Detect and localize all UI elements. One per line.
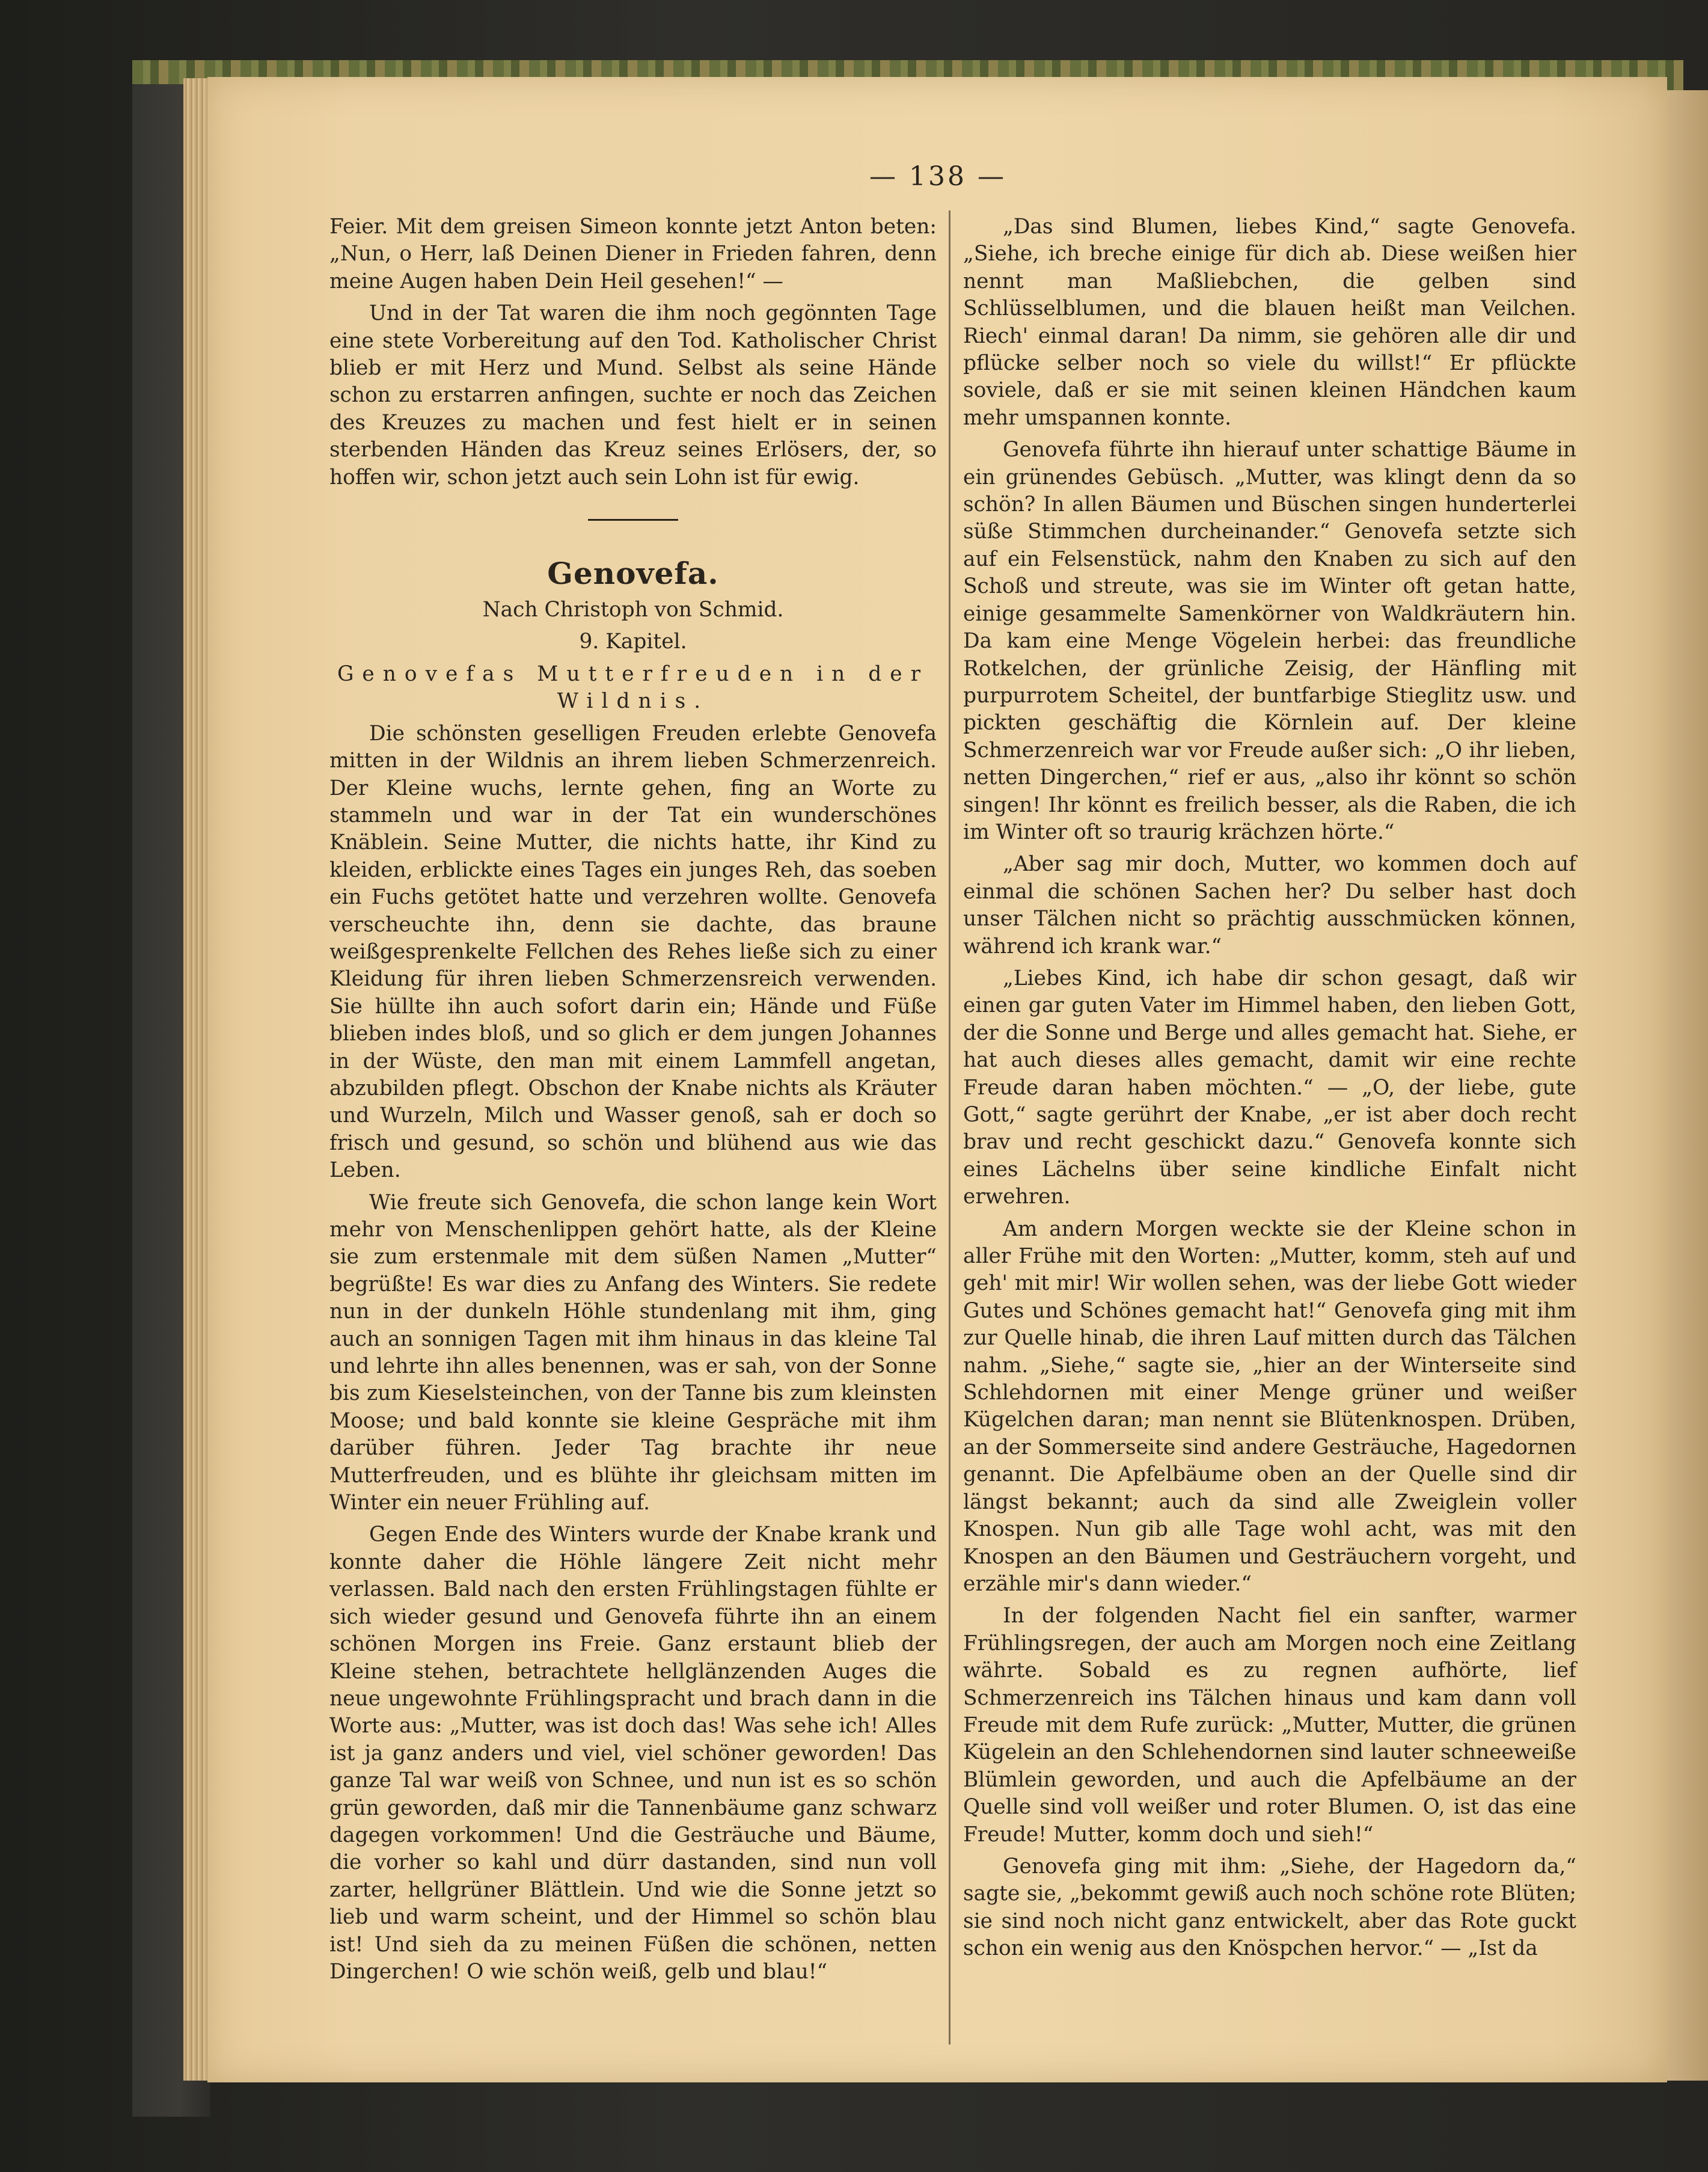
body-paragraph-6: „Aber sag mir doch, Mutter, wo kommen doch auf einmal die schönen Sachen her? Du selber hast doch unser Tälchen nicht so prächtig ausschmücken können, während ich krank war.“: [963, 852, 1576, 959]
right-column: [963, 213, 1576, 1968]
facing-page-edge: [1667, 90, 1708, 2081]
column-divider: [949, 210, 950, 2045]
body-paragraph-2: Wie freute sich Genovefa, die schon lange kein Wort mehr von Menschenlippen gehört hatte, als der Kleine sie zum erstenmale mit dem süßen Namen „Mutter“ begrüßte! Es war dies zu Anfang des Winters. Sie redete nun in der dunkeln Höhle stundenlang mit ihm, ging auch an sonnigen Tagen mit ihm hinaus in das kleine Tal und lehrte ihn alles benennen, was er sah, von der Sonne bis zum Kieselsteinchen, von der Tanne bis zum kleinsten Moose; und bald konnte sie kleine Gespräche mit ihm darüber führen. Jeder Tag brachte ihr neue Mutterfreuden, und es blühte ihr gleichsam mitten im Winter ein neuer Frühling auf.: [329, 1190, 937, 1515]
body-paragraph-7: „Liebes Kind, ich habe dir schon gesagt, daß wir einen gar guten Vater im Himmel haben, den lieben Gott, der die Sonne und Berge und alles gemacht hat. Siehe, er hat auch dieses alles gemacht, damit wir eine rechte Freude daran haben möchten.“ — „O, der liebe, gute Gott,“ sagte gerührt der Knabe, „er ist aber doch recht brav und recht geschickt dazu.“ Genovefa konnte sich eines Lächelns über seine kindliche Einfalt nicht erwehren.: [963, 966, 1576, 1209]
body-paragraph-9: In der folgenden Nacht fiel ein sanfter, warmer Frühlingsregen, der auch am Morgen noch eine Zeitlang währte. Sobald es zu regnen aufhörte, lief Schmerzenreich ins Tälchen hinaus und kam dann voll Freude mit dem Rufe zurück: „Mutter, Mutter, die grünen Kügelein an den Schlehendornen sind lauter schneeweiße Blümlein geworden, und auch die Apfelbäume an der Quelle sind voll weißer und roter Blumen. O, ist das eine Freude! Mutter, komm doch und sieh!“: [963, 1604, 1576, 1847]
chapter-heading: Genovefas Mutterfreuden in der Wildnis.: [337, 661, 929, 714]
story-byline: Nach Christoph von Schmid.: [482, 598, 784, 622]
story-title: Genovefa.: [547, 556, 719, 592]
chapter-number: 9. Kapitel.: [579, 630, 687, 654]
page-number: — 138 —: [869, 161, 1006, 192]
body-paragraph-5: Genovefa führte ihn hierauf unter schattige Bäume in ein grünendes Gebüsch. „Mutter, was klingt denn da so schön? In allen Bäumen und Büschen singen hunderterlei süße Stimmchen durcheinander.“ Genovefa setzte sich auf ein Felsenstück, nahm den Knaben zu sich auf den Schoß und streute, was sie im Winter oft getan hatte, einige gesammelte Samenkörner von Waldkräutern hin. Da kam eine Menge Vögelein herbei: das freundliche Rotkelchen, der grünliche Zeisig, der Hänfling mit purpurrotem Scheitel, der buntfarbige Stieglitz usw. und pickten geschäftig die Körnlein auf. Der kleine Schmerzenreich war vor Freude außer sich: „O ihr lieben, netten Dingerchen,“ rief er aus, „also ihr könnt so schön singen! Ihr könnt es freilich besser, als die Raben, die ich im Winter oft so traurig krächzen hörte.“: [963, 438, 1576, 844]
body-paragraph-8: Am andern Morgen weckte sie der Kleine schon in aller Frühe mit den Worten: „Mutter, komm, steh auf und geh' mit mir! Wir wollen sehen, was der liebe Gott wieder Gutes und Schönes gemacht hat!“ Genovefa ging mit ihm zur Quelle hinab, die ihren Lauf mitten durch das Tälchen nahm. „Siehe,“ sagte sie, „hier an der Winterseite sind Schlehdornen mit einer Menge grüner und weißer Kügelchen daran; man nennt sie Blütenknospen. Drüben, an der Sommerseite sind andere Gesträuche, Hagedornen genannt. Die Apfelbäume oben an der Quelle sind dir längst bekannt; auch da sind alle Zweiglein voller Knospen. Nun gib alle Tage wohl acht, was mit den Knospen an den Bäumen und Gesträuchern vorgeht, und erzähle mir's dann wieder.“: [963, 1216, 1576, 1596]
intro-paragraph-2: Und in der Tat waren die ihm noch gegönnten Tage eine stete Vorbereitung auf den Tod. Katholischer Christ blieb er mit Herz und Mund. Selbst als seine Hände schon zu erstarren anfingen, suchte er noch das Zeichen des Kreuzes zu machen und fest hielt er in seinen sterbenden Händen das Kreuz seines Erlösers, der, so hoffen wir, schon jetzt auch sein Lohn ist für ewig.: [329, 301, 937, 489]
body-paragraph-4: „Das sind Blumen, liebes Kind,“ sagte Genovefa. „Siehe, ich breche einige für dich ab. Diese weißen hier nennt man Maßliebchen, die gelben sind Schlüsselblumen, und die blauen heißt man Veilchen. Riech' einmal daran! Da nimm, sie gehören alle dir und pflücke selber noch so viele du willst!“ Er pflückte soviele, daß er sie mit seinen kleinen Händchen kaum mehr umspannen konnte.: [963, 215, 1576, 430]
body-paragraph-10: Genovefa ging mit ihm: „Siehe, der Hagedorn da,“ sagte sie, „bekommt gewiß auch noch schöne rote Blüten; sie sind noch nicht ganz entwickelt, aber das Rote guckt schon ein wenig aus den Knöspchen hervor.“ — „Ist da: [963, 1854, 1576, 1961]
body-paragraph-1: Die schönsten geselligen Freuden erlebte Genovefa mitten in der Wildnis an ihrem lieben Schmerzenreich. Der Kleine wuchs, lernte gehen, fing an Worte zu stammeln und war in der Tat ein wunderschönes Knäblein. Seine Mutter, die nichts hatte, ihr Kind zu kleiden, erblickte eines Tages ein junges Reh, das soeben ein Fuchs getötet hatte und verzehren wollte. Genovefa verscheuchte ihn, denn sie dachte, das braune weißgesprenkelte Fellchen des Rehes ließe sich zu einer Kleidung für ihren lieben Schmerzensreich verwenden. Sie hüllte ihn auch sofort darin ein; Hände und Füße blieben indes bloß, und so glich er dem jungen Johannes in der Wüste, den man mit einem Lammfell angetan, abzubilden pflegt. Obschon der Knabe nichts als Kräuter und Wurzeln, Milch und Wasser genoß, sah er doch so frisch und gesund, so schön und blühend aus wie das Leben.: [329, 721, 937, 1183]
intro-paragraph-1: Feier. Mit dem greisen Simeon konnte jetzt Anton beten: „Nun, o Herr, laß Deinen Diener in Frieden fahren, denn meine Augen haben Dein Heil gesehen!“ —: [329, 215, 937, 293]
section-rule: [588, 519, 678, 521]
body-paragraph-3: Gegen Ende des Winters wurde der Knabe krank und konnte daher die Höhle längere Zeit nicht mehr verlassen. Bald nach den ersten Frühlingstagen fühlte er sich wieder gesund und Genovefa führte ihn an einem schönen Morgen ins Freie. Ganz erstaunt blieb der Kleine stehen, betrachtete hellglänzenden Auges die neue ungewohnte Frühlingspracht und brach dann in die Worte aus: „Mutter, was ist doch das! Was sehe ich! Alles ist ja ganz anders und viel, viel schöner geworden! Das ganze Tal war weiß von Schnee, und nun ist es so schön grün geworden, daß mir die Tannenbäume ganz schwarz dagegen vorkommen! Und die Gesträuche und Bäume, die vorher so kahl und dürr dastanden, sind nun voll zarter, hellgrüner Blättlein. Und wie die Sonne jetzt so lieb und warm scheint, und der Himmel so schön blau ist! Und sieh da zu meinen Füßen die schönen, netten Dingerchen! O wie schön weiß, gelb und blau!“: [329, 1523, 937, 1984]
left-column: [329, 213, 937, 1990]
